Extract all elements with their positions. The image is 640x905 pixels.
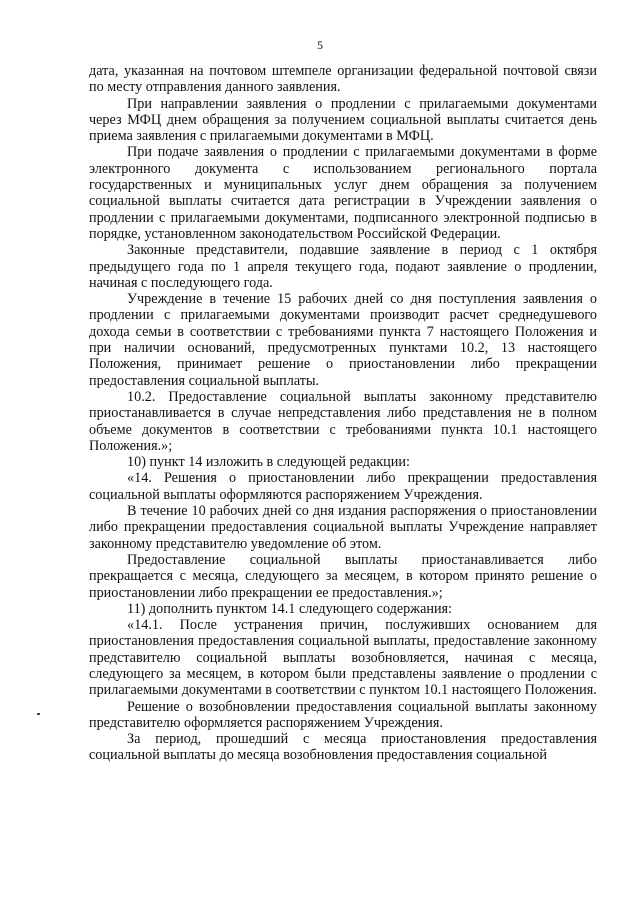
paragraph-4: Законные представители, подавшие заявление в период с 1 октября предыдущего года по 1 апреля текущего года, подают заявление о продлении, начиная с последующего года. — [89, 242, 597, 291]
page-number: 5 — [317, 38, 323, 52]
paragraph-10: Предоставление социальной выплаты приостанавливается либо прекращается с месяца, следующего за месяцем, в котором принято решение о приостановлении либо прекращении ее предоставления.»; — [89, 551, 597, 601]
paragraph-12: «14.1. После устранения причин, послуживших основанием для приостановления предоставления социальной выплаты, предоставление законному представителю социальной выплаты возобновляется, начиная с месяца, следующего за месяцем, в котором были представлены заявление о продлении с прилагаемыми документами в соответствии с пунктом 10.1 настоящего Положения. — [89, 617, 597, 699]
paragraph-9: В течение 10 рабочих дней со дня издания распоряжения о приостановлении либо прекращении предоставления социальной выплаты Учреждение направляет законному представителю уведомление об этом. — [89, 503, 597, 552]
paragraph-3: При подаче заявления о продлении с прилагаемыми документами в форме электронного документа с использованием регионального портала государственных и муниципальных услуг днем обращения за получением социальной выплаты считается дата регистрации в Учреждении заявления о продлении с прилагаемыми документами, подписанного электронной подписью в порядке, установленном законодательством Российской Федерации. — [89, 144, 597, 242]
paragraph-5: Учреждение в течение 15 рабочих дней со дня поступления заявления о продлении с прилагаемыми документами производит расчет среднедушевого дохода семьи в соответствии с требованиями пункта 7 настоящего Положения и при наличии оснований, предусмотренных пунктами 10.2, 13 настоящего Положения, принимает решение о приостановлении либо прекращении предоставления социальной выплаты. — [89, 291, 597, 389]
paragraph-11: 11) дополнить пунктом 14.1 следующего содержания: — [127, 600, 453, 617]
paragraph-8: «14. Решения о приостановлении либо прекращении предоставления социальной выплаты оформляются распоряжением Учреждения. — [89, 470, 597, 503]
paragraph-7: 10) пункт 14 изложить в следующей редакции: — [127, 454, 410, 471]
paragraph-1: дата, указанная на почтовом штемпеле организации федеральной почтовой связи по месту отправления данного заявления. — [89, 63, 597, 96]
paragraph-13: Решение о возобновлении предоставления социальной выплаты законному представителю оформляется распоряжением Учреждения. — [89, 698, 597, 731]
margin-mark — [37, 713, 40, 715]
document-body — [89, 63, 597, 764]
paragraph-6: 10.2. Предоставление социальной выплаты законному представителю приостанавливается в случае непредставления либо представления не в полном объеме документов в соответствии с требованиями пункта 10.1 настоящего Положения.»; — [89, 388, 597, 454]
paragraph-2: При направлении заявления о продлении с прилагаемыми документами через МФЦ днем обращения за получением социальной выплаты считается день приема заявления с прилагаемыми документами в МФЦ. — [89, 95, 597, 145]
paragraph-14: За период, прошедший с месяца приостановления предоставления социальной выплаты до месяца возобновления предоставления социальной — [89, 731, 597, 764]
